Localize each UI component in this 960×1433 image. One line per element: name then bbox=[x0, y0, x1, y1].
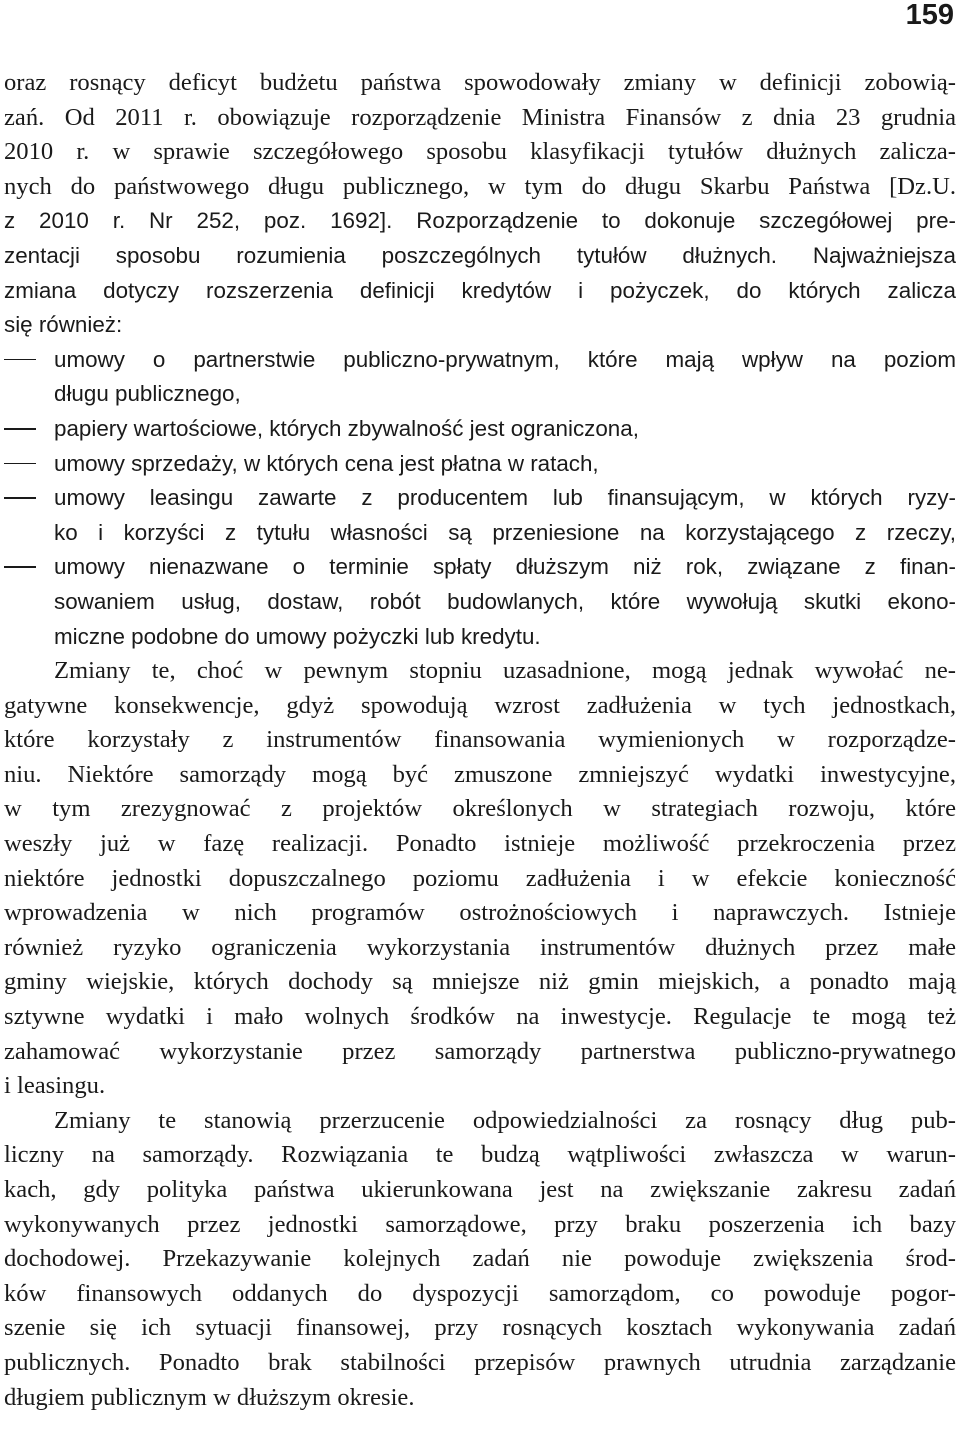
text-line: długu publicznego, bbox=[54, 381, 241, 407]
dash-bullet-icon bbox=[4, 463, 36, 465]
text-line: liczny na samorządy. Rozwiązania te budzą wątpliwości zwłaszcza w warun- bbox=[4, 1141, 956, 1169]
text-line: miczne podobne do umowy pożyczki lub kredytu. bbox=[54, 623, 541, 649]
text-line: umowy leasingu zawarte z producentem lub finansującym, w których ryzy- bbox=[54, 485, 956, 511]
text-line: sztywne wydatki i mało wolnych środków na inwestycje. Regulacje te mogą też bbox=[4, 1003, 956, 1031]
text-line: weszły już w fazę realizacji. Ponadto istnieje możliwość przekroczenia przez bbox=[4, 830, 956, 858]
text-line: i leasingu. bbox=[4, 1072, 106, 1100]
text-line: wprowadzenia w nich programów ostrożnościowych i naprawczych. Istnieje bbox=[4, 899, 956, 927]
text-line: oraz rosnący deficyt budżetu państwa spowodowały zmiany w definicji zobowią- bbox=[4, 69, 956, 96]
text-line: umowy nienazwane o terminie spłaty dłuższym niż rok, związane z finan- bbox=[54, 554, 956, 580]
text-line: również ryzyko ograniczenia wykorzystania instrumentów dłużnych przez małe bbox=[4, 933, 956, 961]
paragraph-1 bbox=[4, 66, 956, 343]
dash-bullet-icon bbox=[4, 566, 36, 568]
text-line: niu. Niektóre samorządy mogą być zmuszone zmniejszyć wydatki inwestycyjne, bbox=[4, 760, 956, 788]
text-line: Zmiany te, choć w pewnym stopniu uzasadnione, mogą jednak wywołać ne- bbox=[54, 657, 956, 685]
text-line: niektóre jednostki dopuszczalnego poziomu zadłużenia i w efekcie konieczność bbox=[4, 864, 956, 892]
paragraph-3 bbox=[4, 1104, 956, 1415]
text-line: zahamować wykorzystanie przez samorządy partnerstwa publiczno-prywatnego bbox=[4, 1037, 956, 1065]
text-line: papiery wartościowe, których zbywalność jest ograniczona, bbox=[54, 415, 639, 441]
text-line: zmiana dotyczy rozszerzenia definicji kredytów i pożyczek, do których zalicza bbox=[4, 277, 956, 303]
text-line: sowaniem usług, dostaw, robót budowlanych, które wywołują skutki ekono- bbox=[54, 588, 956, 614]
text-line: zań. Od 2011 r. obowiązuje rozporządzenie Ministra Finansów z dnia 23 grudnia bbox=[4, 103, 956, 131]
paragraph-2 bbox=[4, 654, 956, 1104]
definition-list bbox=[4, 343, 956, 654]
text-line: Zmiany te stanowią przerzucenie odpowiedzialności za rosnący dług pub- bbox=[54, 1106, 956, 1134]
text-line: 2010 r. w sprawie szczegółowego sposobu klasyfikacji tytułów dłużnych zalicza- bbox=[4, 138, 956, 166]
text-line: gminy wiejskie, których dochody są mniejsze niż gmin miejskich, a ponadto mają bbox=[4, 968, 956, 996]
text-line: kach, gdy polityka państwa ukierunkowana jest na zwiększanie zakresu zadań bbox=[4, 1176, 956, 1203]
text-line: nych do państwowego długu publicznego, w tym do długu Skarbu Państwa [Dz.U. bbox=[4, 172, 956, 200]
text-line: długiem publicznym w dłuższym okresie. bbox=[4, 1383, 415, 1411]
dash-bullet-icon bbox=[4, 497, 36, 499]
text-line: zentacji sposobu rozumienia poszczególnych tytułów dłużnych. Najważniejsza bbox=[4, 242, 956, 268]
text-line: szenie się ich sytuacji finansowej, przy rosnących kosztach wykonywania zadań bbox=[4, 1314, 956, 1342]
list-item bbox=[4, 481, 956, 550]
text-line: wykonywanych przez jednostki samorządowe, przy braku poszerzenia ich bazy bbox=[4, 1210, 956, 1238]
text-line: ków finansowych oddanych do dyspozycji samorządom, co powoduje pogor- bbox=[4, 1279, 956, 1307]
text-line: się również: bbox=[4, 312, 123, 338]
text-line: ko i korzyści z tytułu własności są przeniesione na korzystającego z rzeczy, bbox=[54, 519, 956, 545]
text-line: które korzystały z instrumentów finansowania wymienionych w rozporządze- bbox=[4, 726, 956, 754]
list-item bbox=[4, 447, 956, 482]
text-line: publicznych. Ponadto brak stabilności przepisów prawnych utrudnia zarządzanie bbox=[4, 1348, 956, 1376]
list-item bbox=[4, 550, 956, 654]
page-body bbox=[4, 66, 956, 1415]
text-line: gatywne konsekwencje, gdyż spowodują wzrost zadłużenia w tych jednostkach, bbox=[4, 691, 956, 719]
list-item bbox=[4, 412, 956, 447]
list-item bbox=[4, 343, 956, 412]
text-line: umowy sprzedaży, w których cena jest płatna w ratach, bbox=[54, 450, 599, 476]
text-line: w tym zrezygnować z projektów określonych w strategiach rozwoju, które bbox=[4, 795, 956, 823]
dash-bullet-icon bbox=[4, 428, 36, 430]
dash-bullet-icon bbox=[4, 359, 36, 361]
text-line: dochodowej. Przekazywanie kolejnych zadań nie powoduje zwiększenia środ- bbox=[4, 1245, 956, 1273]
page-number: 159 bbox=[905, 0, 954, 31]
text-line: umowy o partnerstwie publiczno-prywatnym, które mają wpływ na poziom bbox=[54, 346, 956, 372]
text-line: z 2010 r. Nr 252, poz. 1692]. Rozporządzenie to dokonuje szczegółowej pre- bbox=[4, 208, 956, 234]
